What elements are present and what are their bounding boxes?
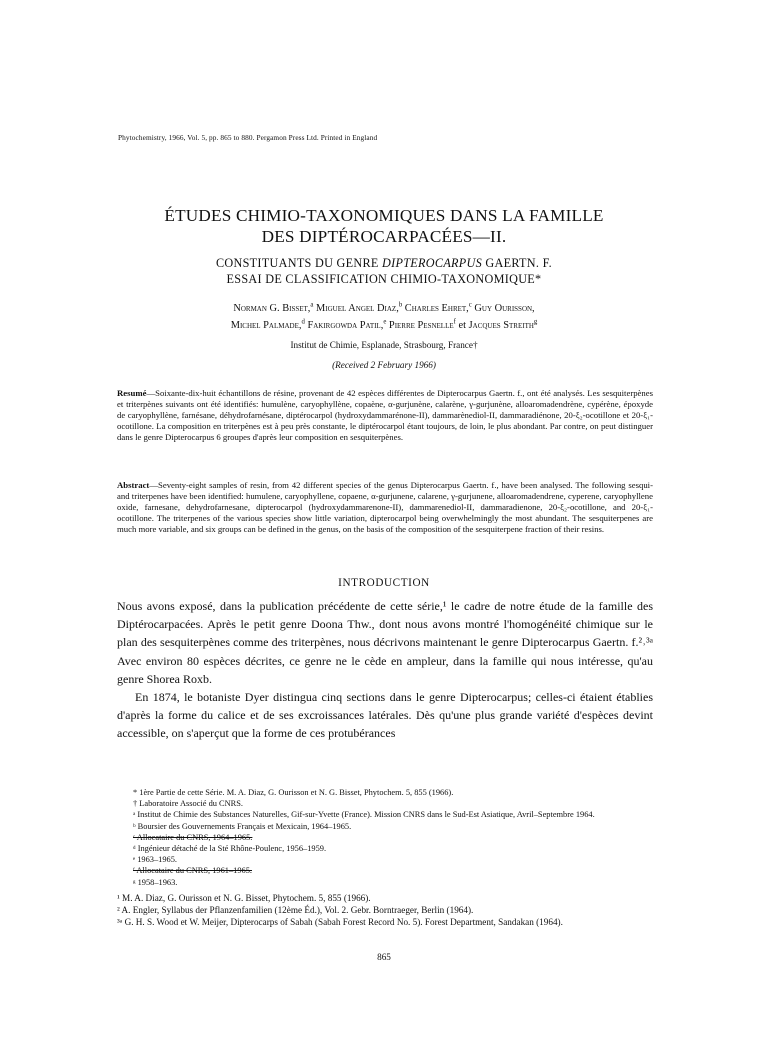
reference-item: ³ᵃ G. H. S. Wood et W. Meijer, Dipterocarps of Sabah (Sabah Forest Record No. 5). Forest Department, Sandakan (1964). [117,917,563,927]
author-mark: g [533,318,538,326]
page-number: 865 [377,952,391,962]
abstract-english-text: —Seventy-eight samples of resin, from 42 different species of the genus Dipterocarpus Gaertn. f., have been analysed. The following sesqui- and triterpenes have been identified: humulene, caryophyllene, copaene, α-gurjunene, calarene, γ-gurjunene, alloaromadendrene, cyperene, caryophyllene oxide, farnesane, dehydrofarnesane, dipterocarpol (hydroxydammarenone-II), dammarenediol-II, dammaradienone, 20-ξ₂-ocotillone, and 20-ξ₁-ocotillone. The triterpenes of the various species show little variation, dipterocarpol being overwhelmingly the most abundant. The sesquiterpenes are much more variable, and six groups can be defined in the genus, on the basis of the composition of the sesquiterpene fraction of their resins. [117,480,653,535]
subtitle-part-a: CONSTITUANTS DU GENRE [215,256,383,270]
author-name: Norman G. Bisset, [233,303,311,314]
footnote: * 1ère Partie de cette Série. M. A. Diaz, G. Ourisson et N. G. Bisset, Phytochem. 5, 855 (1966). [133,788,454,797]
author-name: Jacques Streith [468,320,534,331]
article-subtitle-line-1 [118,256,650,271]
reference-item: ² A. Engler, Syllabus der Pflanzenfamilien (12ème Éd.), Vol. 2. Gebr. Borntraeger, Berlin (1964). [117,905,474,915]
abstract-french [117,388,653,443]
author-mark: a [310,301,314,309]
reference-item: ¹ M. A. Diaz, G. Ourisson et N. G. Bisset, Phytochem. 5, 855 (1966). [117,893,371,903]
author-mark: b [398,301,403,309]
author-mark: d [301,318,305,326]
footnotes [117,787,653,888]
footnote: † Laboratoire Associé du CNRS. [133,799,244,809]
received-date: (Received 2 February 1966) [332,360,436,370]
article-title-line-1: ÉTUDES CHIMIO-TAXONOMIQUES DANS LA FAMILLE [164,206,604,225]
abstract-french-text: —Soixante-dix-huit échantillons de résine, provenant de 42 espèces différentes de Dipterocarpus Gaertn. f., ont été analysés. Les sesquiterpènes et triterpènes suivants ont été identifiés: humulène, caryophyllène, copaène, α-gurjunène, calarène, γ-gurjunène, alloaromadendrène, cypérène, époxyde de caryophyllène, farnésane, déhydrofarnésane, diptérocarpol (hydroxydammarénone-II), dammarènediol-II, dammaradiénone, 20-ξ₂-ocotillone et 20-ξ₁-ocotillone. La composition en triterpènes est à peu près constante, le diptérocarpol étant toujours, de loin, le plus abondant. Par contre, on peut distinguer dans le genre Dipterocarpus 6 groupes d'après leur composition en sesquiterpènes. [117,388,653,443]
footnote: ᵉ 1963–1965. [133,855,178,865]
author-name: Fakirgowda Patil, [307,320,384,331]
footnote: ᵈ Ingénieur détaché de la Sté Rhône-Poulenc, 1956–1959. [133,844,327,854]
footnote: ᶠ Allocataire du CNRS, 1961–1965. [133,866,252,876]
references [117,892,653,928]
author-name: Michel Palmade, [230,320,302,331]
paragraph-1: Nous avons exposé, dans la publication précédente de cette série,¹ le cadre de notre étude de la famille des Diptérocarpacées. Après le petit genre Doona Thw., dont nous avons montré l'homogénéité chimique sur le plan des sesquiterpènes comme des triterpènes, nous décrivons maintenant le genre Dipterocarpus Gaertn. f.²˒³ᵃ Avec environ 80 espèces décrites, ce genre ne le cède en ampleur, dans la famille qui nous intéresse, qu'au genre Shorea Roxb. [117,599,653,686]
author-name: Miguel Angel Diaz, [316,303,399,314]
affiliation: Institut de Chimie, Esplanade, Strasbourg, France† [290,340,478,350]
subtitle-genus: DIPTEROCARPUS [382,256,483,270]
author-conjunction: et [455,320,469,331]
author-mark: f [453,318,456,326]
author-list [118,300,650,334]
author-name: Guy Ourisson, [474,303,535,314]
abstract-french-label: Resumé [117,388,147,398]
body-text [117,597,653,743]
section-heading: INTRODUCTION [338,577,430,589]
journal-header: Phytochemistry, 1966, Vol. 5, pp. 865 to 880. Pergamon Press Ltd. Printed in England [118,133,378,142]
subtitle-part-c: GAERTN. F. [482,256,553,270]
footnote: ᵃ Institut de Chimie des Substances Naturelles, Gif-sur-Yvette (France). Mission CNRS dans le Sud-Est Asiatique, Avril–Septembre 1964. [133,810,595,820]
paragraph-2: En 1874, le botaniste Dyer distingua cinq sections dans le genre Dipterocarpus; celles-ci étaient établies d'après la forme du calice et de ses excroissances latérales. Dès qu'une plus grande variété d'espèces devint accessible, on s'aperçut que la forme de ces protubérances [117,690,653,741]
author-name: Charles Ehret, [404,303,469,314]
author-mark: c [468,301,472,309]
article-title-line-2: DES DIPTÉROCARPACÉES—II. [261,227,507,246]
author-name: Pierre Pesnelle [388,320,454,331]
footnote: ᶜ Allocataire du CNRS, 1964–1965. [133,832,253,842]
footnote: ᵍ 1958–1963. [133,877,178,887]
author-mark: e [383,318,387,326]
footnote: ᵇ Boursier des Gouvernements Français et Mexicain, 1964–1965. [133,821,352,831]
abstract-english [117,480,653,535]
abstract-english-label: Abstract [117,480,150,490]
article-subtitle-line-2: ESSAI DE CLASSIFICATION CHIMIO-TAXONOMIQUE* [226,272,542,286]
